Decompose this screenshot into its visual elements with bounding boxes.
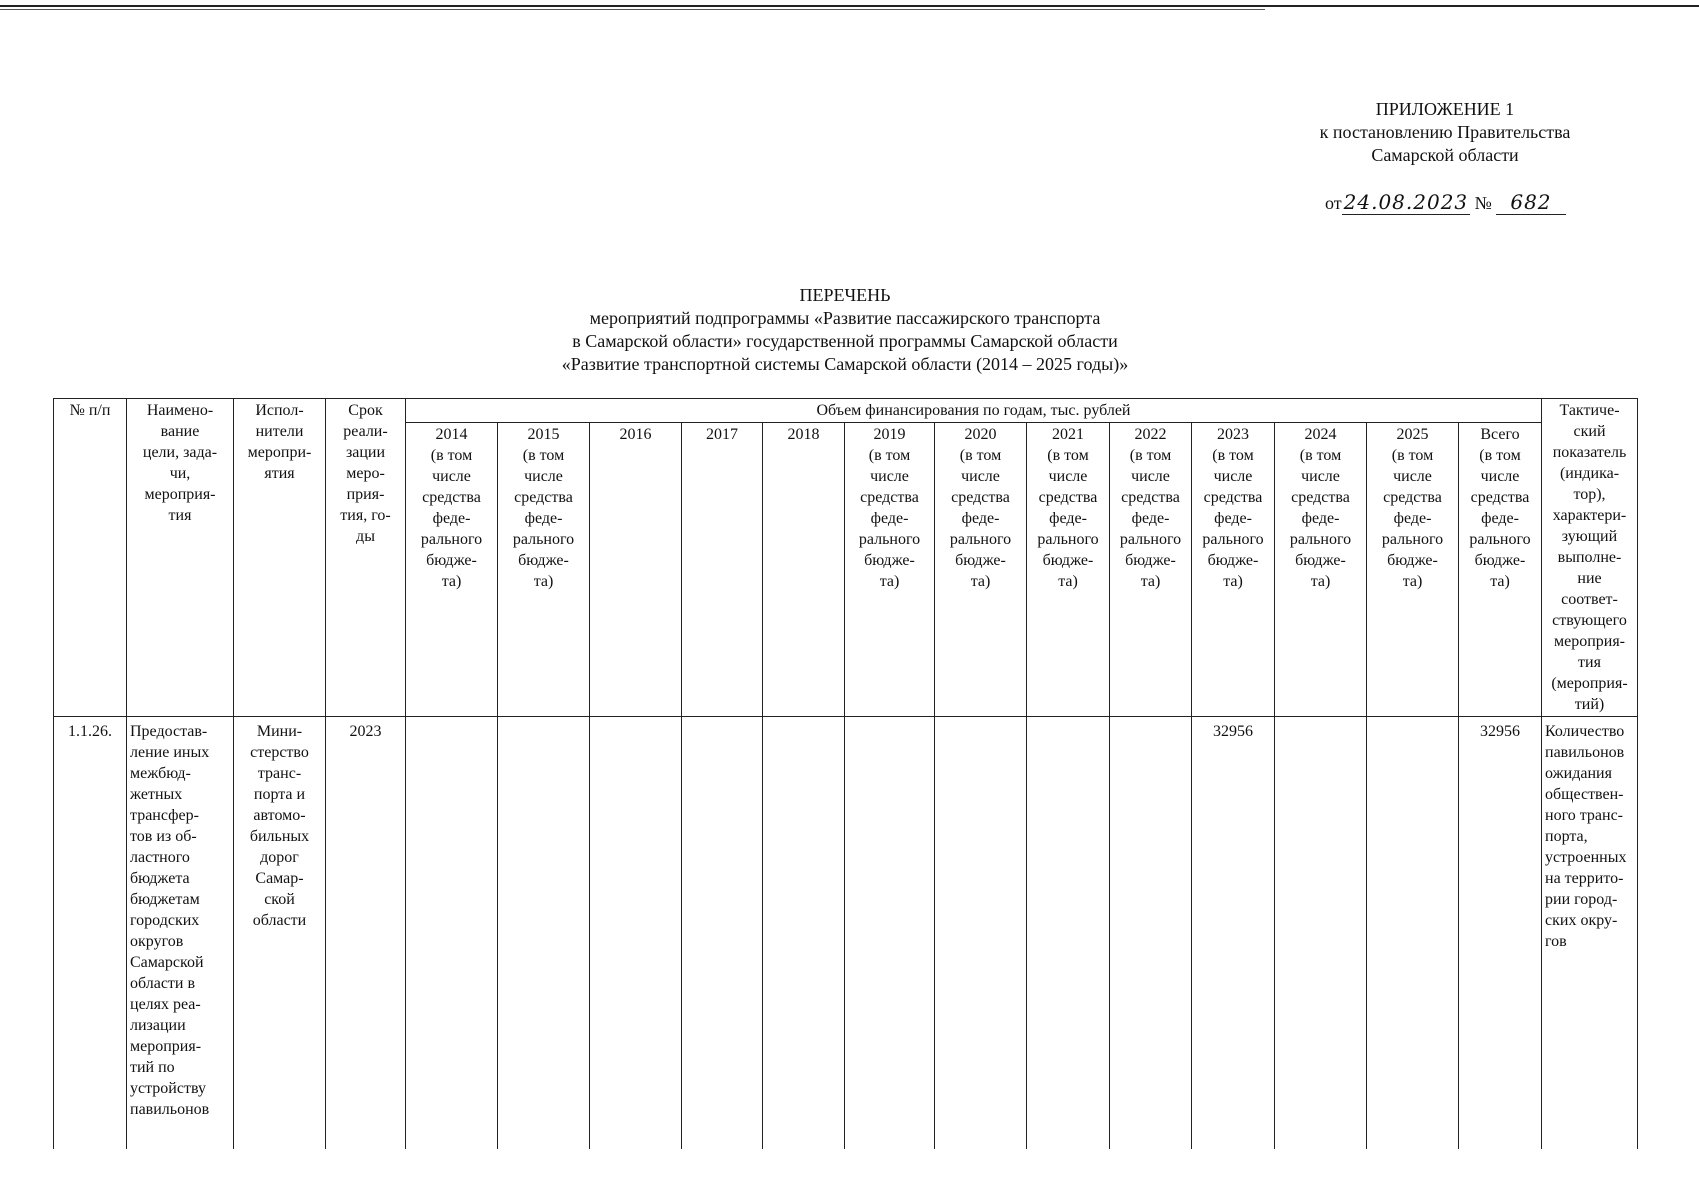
cell-year-2017 bbox=[682, 717, 763, 1150]
cell-year-2015 bbox=[498, 717, 590, 1150]
col-header-year: 2025 (в том числе средства феде- рального бюдже- та) bbox=[1367, 423, 1459, 717]
appendix-line-2: к постановлению Правительства bbox=[1319, 122, 1571, 142]
cell-total: 32956 bbox=[1459, 717, 1542, 1150]
number-prefix: № bbox=[1474, 193, 1492, 213]
cell-year-2023: 32956 bbox=[1192, 717, 1275, 1150]
cell-term: 2023 bbox=[326, 717, 406, 1150]
cell-num: 1.1.26. bbox=[54, 717, 127, 1150]
cell-year-2021 bbox=[1027, 717, 1110, 1150]
appendix-title: ПРИЛОЖЕНИЕ 1 bbox=[1375, 99, 1515, 119]
cell-year-2019 bbox=[845, 717, 935, 1150]
col-header-year: 2014 (в том числе средства феде- рального бюдже- та) bbox=[406, 423, 498, 717]
cell-year-2022 bbox=[1110, 717, 1192, 1150]
col-header-year: 2024 (в том числе средства феде- рального бюдже- та) bbox=[1275, 423, 1367, 717]
resolution-date-number bbox=[1325, 190, 1566, 214]
col-header-term: Срок реали- зации меро- прия- тия, го- ды bbox=[326, 399, 406, 717]
handwritten-number: 682 bbox=[1496, 190, 1565, 215]
cell-year-2024 bbox=[1275, 717, 1367, 1150]
appendix-block bbox=[1290, 98, 1600, 167]
appendix-line-3: Самарской области bbox=[1371, 145, 1519, 165]
col-header-year: 2023 (в том числе средства феде- рального бюдже- та) bbox=[1192, 423, 1275, 717]
handwritten-date: 24.08.2023 bbox=[1343, 190, 1469, 214]
cell-year-2018 bbox=[763, 717, 845, 1150]
col-header-num: № п/п bbox=[54, 399, 127, 717]
col-header-year: 2020 (в том числе средства феде- рального бюдже- та) bbox=[935, 423, 1027, 717]
cell-executors: Мини- стерство транс- порта и автомо- бильных дорог Самар- ской области bbox=[234, 717, 326, 1150]
col-header-funding: Объем финансирования по годам, тыс. рублей bbox=[406, 399, 1542, 423]
col-header-year: 2022 (в том числе средства феде- рального бюдже- та) bbox=[1110, 423, 1192, 717]
title-line-3: в Самарской области» государственной программы Самарской области bbox=[572, 331, 1118, 351]
col-header-year: 2015 (в том числе средства феде- рального бюдже- та) bbox=[498, 423, 590, 717]
col-header-year: 2017 bbox=[682, 423, 763, 717]
date-prefix: от bbox=[1325, 193, 1342, 213]
activities-table bbox=[53, 398, 1638, 1149]
col-header-year: 2021 (в том числе средства феде- рального бюдже- та) bbox=[1027, 423, 1110, 717]
title-line-4: «Развитие транспортной системы Самарской области (2014 – 2025 годы)» bbox=[561, 354, 1129, 374]
document-title bbox=[440, 284, 1250, 376]
cell-year-2025 bbox=[1367, 717, 1459, 1150]
col-header-executors: Испол- нители меропри- ятия bbox=[234, 399, 326, 717]
cell-year-2016 bbox=[590, 717, 682, 1150]
col-header-indicator: Тактиче- ский показатель (индика- тор), характери- зующий выполне- ние соответ- ствующего мероприя- тия (мероприя- тий) bbox=[1542, 399, 1638, 717]
cell-year-2014 bbox=[406, 717, 498, 1150]
cell-name: Предостав- ление иных межбюд- жетных трансфер- тов из об- ластного бюджета бюджетам городских округов Самарской области в целях реа- лизации мероприя- тий по устройству павильонов bbox=[127, 717, 234, 1150]
header-row-1 bbox=[54, 399, 1638, 423]
title-heading: ПЕРЕЧЕНЬ bbox=[799, 285, 891, 305]
cell-year-2020 bbox=[935, 717, 1027, 1150]
col-header-year: 2019 (в том числе средства феде- рального бюдже- та) bbox=[845, 423, 935, 717]
col-header-year: 2018 bbox=[763, 423, 845, 717]
top-border-line bbox=[0, 5, 1699, 7]
title-line-2: мероприятий подпрограммы «Развитие пассажирского транспорта bbox=[589, 308, 1101, 328]
table-row bbox=[54, 717, 1638, 1150]
cell-indicator: Количество павильонов ожидания обществен- ного транс- порта, устроенных на террито- рии город- ских окру- гов bbox=[1542, 717, 1638, 1150]
top-border-line-thin bbox=[0, 9, 1265, 10]
col-header-name: Наимено- вание цели, зада- чи, мероприя- тия bbox=[127, 399, 234, 717]
col-header-year: 2016 bbox=[590, 423, 682, 717]
col-header-total: Всего (в том числе средства феде- рального бюдже- та) bbox=[1459, 423, 1542, 717]
